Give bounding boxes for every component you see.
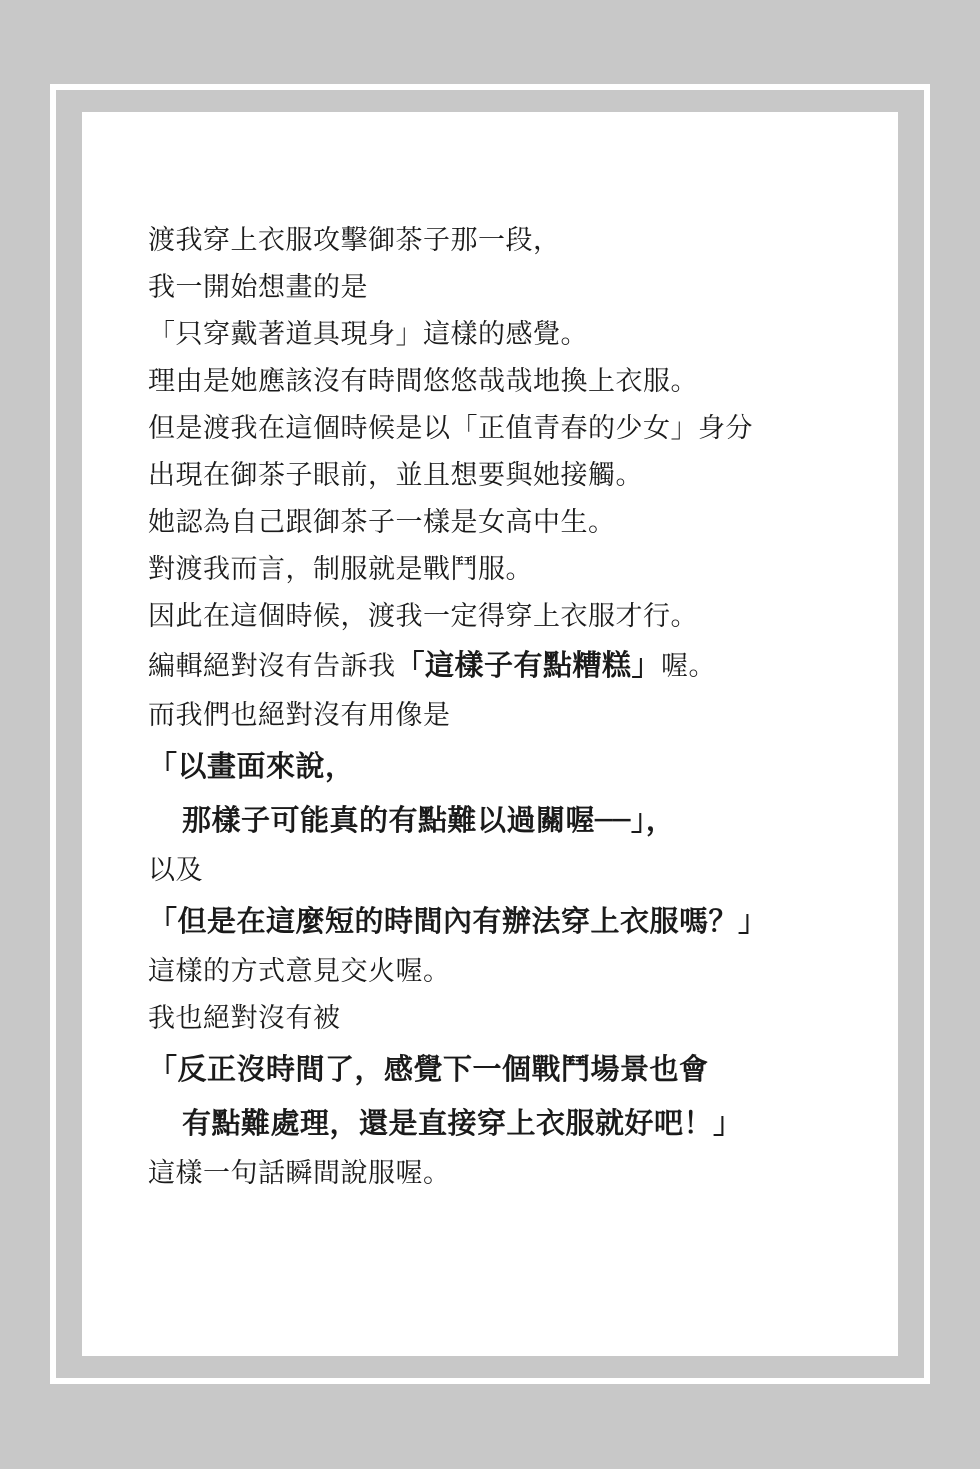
editor-comment-suffix: 喔。: [661, 651, 717, 682]
after-quote-two: 這樣的方式意見交火喔。: [148, 956, 451, 987]
quote-two-line-1: 「但是在這麼短的時間內有辦法穿上衣服嗎？」: [148, 904, 768, 938]
quote-one-line-2: 那樣子可能真的有點難以過關喔──」，: [182, 803, 676, 837]
quote-three-line-1: 「反正沒時間了，感覺下一個戰鬥場景也會: [148, 1052, 709, 1086]
body-line: 但是渡我在這個時候是以「正值青春的少女」身分: [148, 413, 753, 444]
body-line: 因此在這個時候，渡我一定得穿上衣服才行。: [148, 601, 698, 632]
page-frame: [50, 84, 930, 1384]
body-line: 出現在御茶子眼前，並且想要與她接觸。: [148, 460, 643, 491]
connector-one: 以及: [148, 855, 203, 886]
closing-line: 這樣一句話瞬間說服喔。: [148, 1158, 451, 1189]
editor-comment-prefix: 編輯絕對沒有告訴我: [148, 651, 396, 682]
body-line: 「只穿戴著道具現身」這樣的感覺。: [148, 319, 588, 350]
body-line: 我一開始想畫的是: [148, 272, 368, 303]
editor-comment-line: [148, 640, 868, 692]
quote-three-line-2: 有點難處理，還是直接穿上衣服就好吧！」: [182, 1106, 743, 1140]
page-paper: [82, 112, 898, 1356]
editor-comment-emphasis: 「這樣子有點糟糕」: [395, 648, 662, 682]
quote-one-line-1: 「以畫面來說，: [148, 749, 355, 783]
connector-two: 我也絕對沒有被: [148, 1003, 341, 1034]
body-line: 她認為自己跟御茶子一樣是女高中生。: [148, 507, 616, 538]
after-editor-comment-line: 而我們也絕對沒有用像是: [148, 700, 451, 731]
body-line: 渡我穿上衣服攻擊御茶子那一段，: [148, 225, 561, 256]
body-line: 對渡我而言，制服就是戰鬥服。: [148, 554, 533, 585]
document-text-block: [148, 217, 868, 1197]
body-line: 理由是她應該沒有時間悠悠哉哉地換上衣服。: [148, 366, 698, 397]
